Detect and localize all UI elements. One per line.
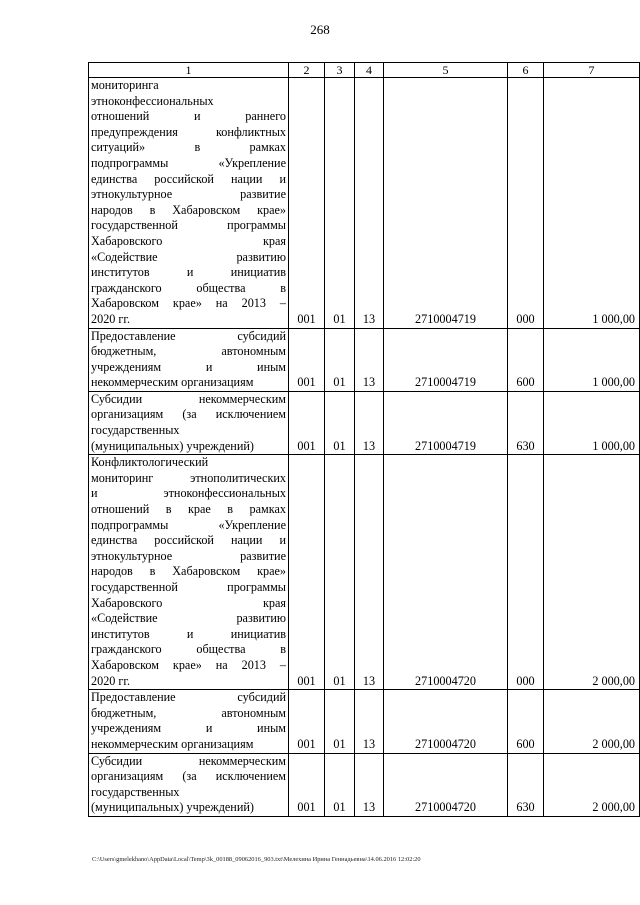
table-row — [89, 328, 640, 391]
description-line: институтов и инициатив — [91, 626, 286, 641]
table-row — [89, 455, 640, 690]
description-line: институтов и инициатив — [91, 265, 286, 280]
ministry-code: 001 — [289, 455, 325, 690]
target-article-code: 2710004719 — [384, 391, 508, 454]
description-line: Хабаровском крае» на 2013 – — [91, 296, 286, 311]
target-article-code: 2710004720 — [384, 690, 508, 753]
description-line: этнокультурное развитие — [91, 187, 286, 202]
ministry-code: 001 — [289, 328, 325, 391]
expense-type-code: 630 — [508, 753, 544, 816]
description-line: государственных — [91, 423, 180, 438]
description-line: (муниципальных) учреждений) — [91, 438, 254, 453]
table-row — [89, 78, 640, 329]
row-description — [89, 78, 289, 329]
row-description — [89, 328, 289, 391]
amount-value: 1 000,00 — [544, 78, 640, 329]
description-line: 2020 гг. — [91, 311, 131, 326]
table-row — [89, 690, 640, 753]
table-row — [89, 753, 640, 816]
subsection-code: 13 — [355, 690, 384, 753]
amount-value: 1 000,00 — [544, 328, 640, 391]
description-line: народов в Хабаровском крае» — [91, 202, 286, 217]
header-col-2: 2 — [289, 63, 325, 78]
description-line: (муниципальных) учреждений) — [91, 800, 254, 815]
expense-type-code: 630 — [508, 391, 544, 454]
description-line: организациям (за исключением — [91, 769, 286, 784]
row-description — [89, 391, 289, 454]
description-line: учреждениям и иным — [91, 359, 286, 374]
subsection-code: 13 — [355, 328, 384, 391]
page-number: 268 — [310, 22, 330, 37]
description-line: «Содействие развитию — [91, 249, 286, 264]
ministry-code: 001 — [289, 753, 325, 816]
description-line: этноконфессиональных — [91, 93, 214, 108]
description-line: государственных — [91, 784, 180, 799]
subsection-code: 13 — [355, 391, 384, 454]
header-col-5: 5 — [384, 63, 508, 78]
section-code: 01 — [325, 690, 355, 753]
target-article-code: 2710004719 — [384, 78, 508, 329]
description-line: бюджетным, автономным — [91, 344, 286, 359]
section-code: 01 — [325, 455, 355, 690]
description-line: подпрограммы «Укрепление — [91, 517, 286, 532]
target-article-code: 2710004719 — [384, 328, 508, 391]
description-line: учреждениям и иным — [91, 721, 286, 736]
description-line: подпрограммы «Укрепление — [91, 155, 286, 170]
description-line: Предоставление субсидий — [91, 328, 286, 343]
ministry-code: 001 — [289, 391, 325, 454]
description-line: отношений в крае в рамках — [91, 502, 286, 517]
description-line: и этноконфессиональных — [91, 486, 286, 501]
footer-file-path: C:\Users\gmelekhano\AppData\Local\Temp\3k_00188_09062016_903.txt\Мелехина Ирина Геннадьевна\14.06.2016 12:02:20 — [92, 856, 421, 863]
description-line: Субсидии некоммерческим — [91, 753, 286, 768]
budget-table — [88, 62, 640, 817]
description-line: «Содействие развитию — [91, 611, 286, 626]
amount-value: 1 000,00 — [544, 391, 640, 454]
description-line: народов в Хабаровском крае» — [91, 564, 286, 579]
section-code: 01 — [325, 391, 355, 454]
description-line: Хабаровском крае» на 2013 – — [91, 657, 286, 672]
description-line: государственной программы — [91, 580, 286, 594]
amount-value: 2 000,00 — [544, 455, 640, 690]
description-line: некоммерческим организациям — [91, 375, 254, 390]
ministry-code: 001 — [289, 78, 325, 329]
description-line: Хабаровского края — [91, 233, 286, 248]
description-line: ситуаций» в рамках — [91, 140, 286, 155]
ministry-code: 001 — [289, 690, 325, 753]
header-col-3: 3 — [325, 63, 355, 78]
expense-type-code: 600 — [508, 328, 544, 391]
header-col-6: 6 — [508, 63, 544, 78]
description-line: гражданского общества в — [91, 280, 286, 295]
subsection-code: 13 — [355, 753, 384, 816]
expense-type-code: 600 — [508, 690, 544, 753]
section-code: 01 — [325, 753, 355, 816]
row-description — [89, 690, 289, 753]
amount-value: 2 000,00 — [544, 690, 640, 753]
description-line: некоммерческим организациям — [91, 736, 254, 751]
description-line: единства российской нации и — [91, 171, 286, 186]
amount-value: 2 000,00 — [544, 753, 640, 816]
description-line: единства российской нации и — [91, 533, 286, 548]
description-line: государственной программы — [91, 218, 286, 233]
row-description — [89, 455, 289, 690]
description-line: организациям (за исключением — [91, 407, 286, 422]
description-line: 2020 гг. — [91, 673, 131, 688]
row-description — [89, 753, 289, 816]
description-line: мониторинг этнополитических — [91, 470, 286, 485]
description-line: Конфликтологический — [91, 455, 209, 470]
description-line: гражданского общества в — [91, 642, 286, 657]
table-row — [89, 391, 640, 454]
header-row — [89, 63, 640, 78]
description-line: предупреждения конфликтных — [91, 124, 286, 139]
target-article-code: 2710004720 — [384, 455, 508, 690]
target-article-code: 2710004720 — [384, 753, 508, 816]
table-body — [89, 78, 640, 817]
section-code: 01 — [325, 328, 355, 391]
header-col-4: 4 — [355, 63, 384, 78]
subsection-code: 13 — [355, 455, 384, 690]
description-line: отношений и раннего — [91, 109, 286, 124]
section-code: 01 — [325, 78, 355, 329]
description-line: Субсидии некоммерческим — [91, 391, 286, 406]
expense-type-code: 000 — [508, 455, 544, 690]
description-line: мониторинга — [91, 78, 159, 92]
description-line: бюджетным, автономным — [91, 705, 286, 720]
description-line: Хабаровского края — [91, 595, 286, 610]
subsection-code: 13 — [355, 78, 384, 329]
description-line: Предоставление субсидий — [91, 690, 286, 705]
expense-type-code: 000 — [508, 78, 544, 329]
header-col-1: 1 — [89, 63, 289, 78]
header-col-7: 7 — [544, 63, 640, 78]
description-line: этнокультурное развитие — [91, 548, 286, 563]
